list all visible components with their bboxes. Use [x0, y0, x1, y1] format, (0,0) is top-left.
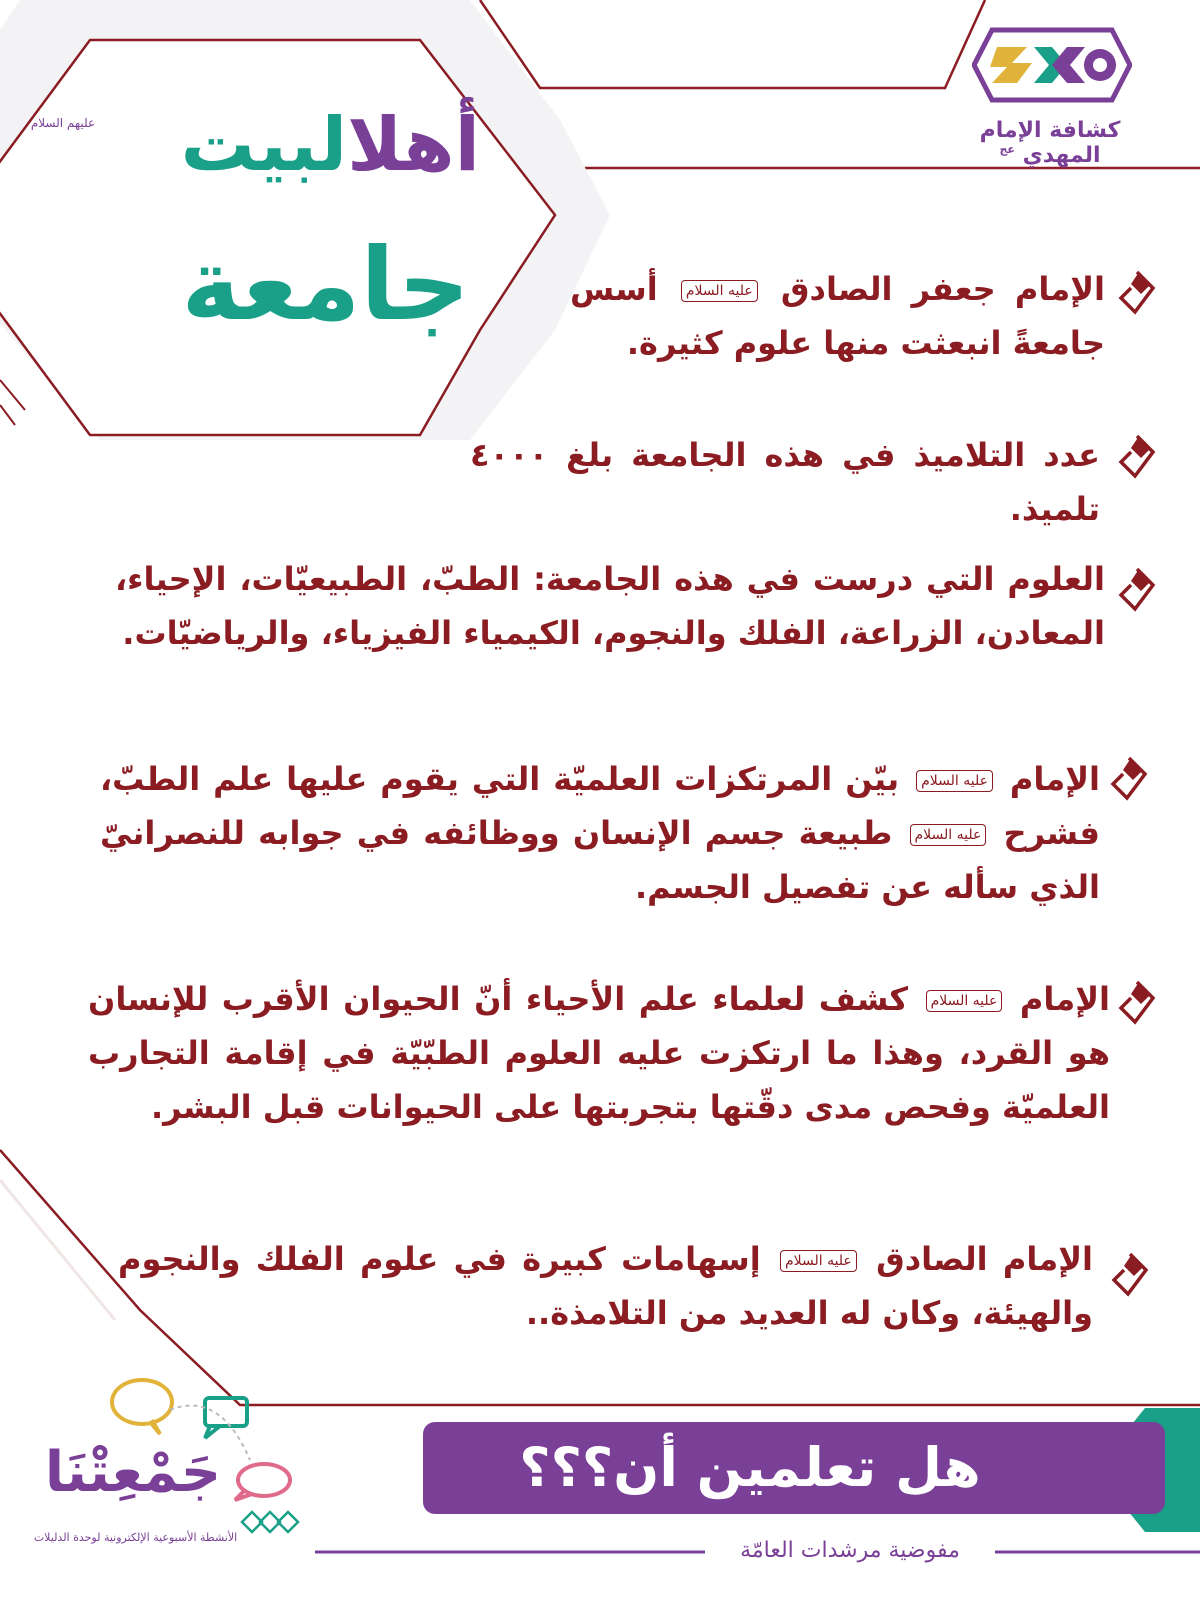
commission-caption: مفوضية مرشدات العامّة	[740, 1538, 960, 1563]
honorific-badge: عليه السلام	[926, 990, 1003, 1012]
fact-text: الإمام	[996, 760, 1100, 798]
title-word-albayt: البيت	[180, 102, 348, 188]
fact-text: الإمام	[1006, 980, 1111, 1018]
title-honorific: عليهم السلام	[30, 116, 96, 130]
diamond-bullet-icon	[1109, 754, 1149, 802]
diamond-bullet-icon	[1117, 978, 1157, 1026]
diamond-bullet-icon	[1117, 432, 1157, 480]
fact-item-3	[115, 552, 1105, 660]
diamond-bullet-icon	[1117, 268, 1157, 316]
fact-text: بيّن المرتكزات العلميّة التي يقوم عليها علم الطبّ، فشرح	[100, 760, 1101, 852]
fact-text: الإمام جعفر الصادق	[761, 270, 1106, 308]
honorific-badge: عليه السلام	[910, 824, 987, 846]
fact-item-4	[100, 752, 1100, 914]
title-word-ahl: أهل	[347, 102, 480, 188]
did-you-know-banner: هل تعلمين أن؟؟؟	[519, 1436, 981, 1499]
fact-item-2	[470, 428, 1100, 536]
honorific-badge: عليه السلام	[681, 280, 758, 302]
fact-text: كشف لعلماء علم الأحياء أنّ الحيوان الأقرب للإنسان هو القرد، وهذا ما ارتكزت عليه العلوم الطبّيّة في إقامة التجارب العلميّة وفحص مدى دقّتها بتجربتها على الحيوانات قبل البشر.	[88, 980, 1110, 1126]
diamond-bullet-icon	[1110, 1250, 1150, 1298]
title-line2: جامعة	[181, 226, 470, 343]
fact-text: طبيعة جسم الإنسان ووظائفه في جوابه للنصرانيّ الذي سأله عن تفصيل الجسم.	[100, 814, 1100, 906]
honorific-badge: عليه السلام	[780, 1250, 857, 1272]
fact-text: الإمام الصادق	[860, 1240, 1094, 1278]
fact-text: أسس جامعةً انبعثت منها علوم كثيرة.	[570, 270, 1105, 362]
fact-item-6	[118, 1232, 1093, 1340]
brand-name-block	[945, 118, 1155, 168]
honorific-badge: عليه السلام	[916, 770, 993, 792]
fact-item-5	[88, 972, 1110, 1134]
jamaitna-logo-text: جَمْعِتْنَا	[44, 1440, 222, 1505]
diamond-bullet-icon	[1117, 565, 1157, 613]
fact-text: عدد التلاميذ في هذه الجامعة بلغ ٤٠٠٠ تلميذ.	[470, 436, 1100, 528]
scouts-emblem-icon	[972, 25, 1132, 105]
fact-text: إسهامات كبيرة في علوم الفلك والنجوم والهيئة، وكان له العديد من التلامذة..	[118, 1240, 1093, 1332]
fact-item-1	[570, 262, 1105, 370]
brand-name: كشافة الإمام المهدي	[979, 118, 1121, 168]
brand-honorific: عج	[999, 143, 1015, 156]
title-line1	[40, 102, 480, 188]
jamaitna-logo-caption: الأنشطة الأسبوعية الإلكترونية لوحدة الدليلات	[33, 1531, 238, 1544]
fact-text: العلوم التي درست في هذه الجامعة: الطبّ، الطبيعيّات، الإحياء، المعادن، الزراعة، الفلك والنجوم، الكيمياء الفيزياء، والرياضيّات.	[115, 560, 1105, 652]
